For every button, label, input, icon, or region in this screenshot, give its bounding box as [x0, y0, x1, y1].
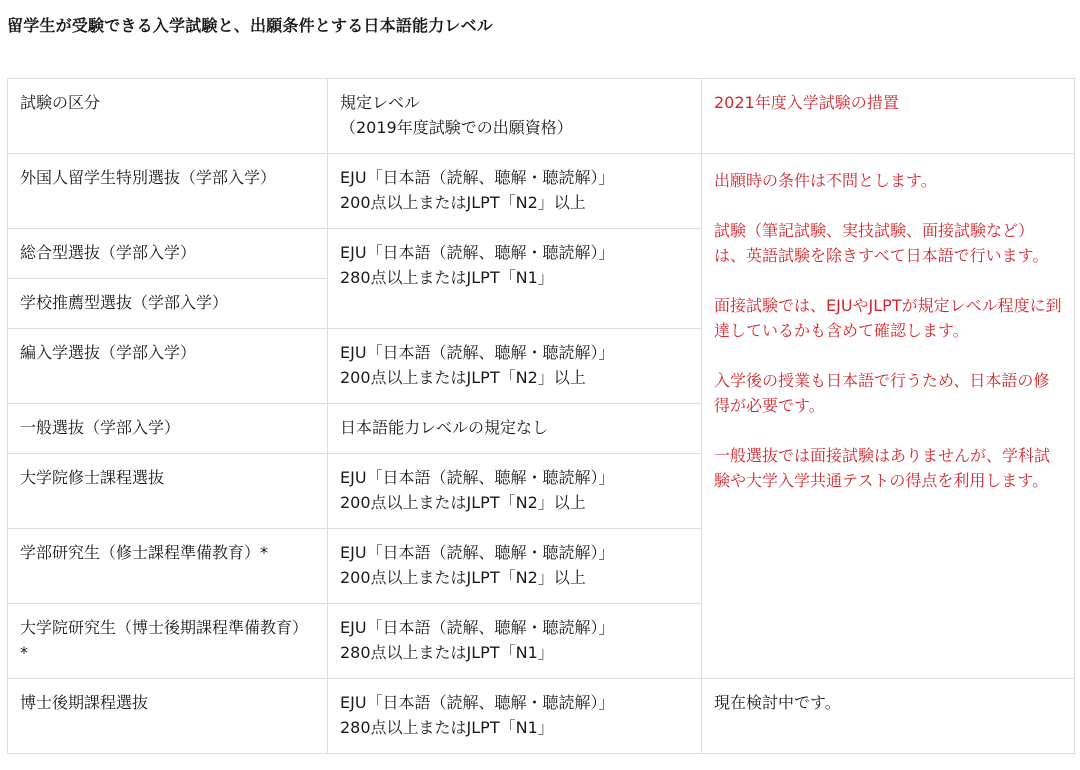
- table-row: [8, 679, 1075, 754]
- header-exam-category: [8, 79, 328, 154]
- level-line1: EJU「日本語（読解、聴解・聴読解）」: [340, 693, 615, 712]
- measure-note-4: 入学後の授業も日本語で行うため、日本語の修得が必要です。: [714, 371, 1050, 415]
- row-category: [8, 454, 328, 529]
- level-line1: EJU「日本語（読解、聴解・聴読解）」: [340, 168, 615, 187]
- category-text: 総合型選抜（学部入学）: [20, 243, 197, 262]
- category-text: 学部研究生（修士課程準備教育）*: [20, 543, 269, 562]
- level-line1: 日本語能力レベルの規定なし: [340, 418, 549, 437]
- level-line2: 200点以上またはJLPT「N2」以上: [340, 368, 586, 387]
- measure-note-1: 出願時の条件は不問とします。: [714, 171, 937, 190]
- measure-note-2: 試験（筆記試験、実技試験、面接試験など）は、英語試験を除きすべて日本語で行います。: [714, 221, 1049, 265]
- category-text: 大学院研究生（博士後期課程準備教育）*: [20, 618, 309, 662]
- row-measure: [702, 679, 1075, 754]
- row-level: [328, 679, 702, 754]
- category-text: 一般選抜（学部入学）: [20, 418, 181, 437]
- exam-table: [7, 78, 1075, 754]
- level-line1: EJU「日本語（読解、聴解・聴読解）」: [340, 618, 615, 637]
- header-required-level: [328, 79, 702, 154]
- row-level: [328, 154, 702, 229]
- header-col2-line1: 規定レベル: [340, 93, 421, 112]
- level-line2: 200点以上またはJLPT「N2」以上: [340, 193, 586, 212]
- level-line1: EJU「日本語（読解、聴解・聴読解）」: [340, 543, 615, 562]
- level-line2: 200点以上またはJLPT「N2」以上: [340, 568, 586, 587]
- page-title: 留学生が受験できる入学試験と、出願条件とする日本語能力レベル: [7, 16, 494, 35]
- level-line2: 280点以上またはJLPT「N1」: [340, 643, 554, 662]
- row-level: [328, 454, 702, 529]
- level-line2: 200点以上またはJLPT「N2」以上: [340, 493, 586, 512]
- header-2021-measures: [702, 79, 1075, 154]
- category-text: 博士後期課程選抜: [20, 693, 149, 712]
- level-line2: 280点以上またはJLPT「N1」: [340, 718, 554, 737]
- row-level: [328, 604, 702, 679]
- level-line1: EJU「日本語（読解、聴解・聴読解）」: [340, 343, 615, 362]
- row-category: [8, 679, 328, 754]
- measures-cell: [702, 154, 1075, 679]
- category-text: 編入学選抜（学部入学）: [20, 343, 197, 362]
- measure-note-5: 一般選抜では面接試験はありませんが、学科試験や大学入学共通テストの得点を利用します。: [714, 446, 1051, 490]
- row-level: [328, 329, 702, 404]
- row-level: [328, 529, 702, 604]
- level-line2: 280点以上またはJLPT「N1」: [340, 268, 554, 287]
- table-row: [8, 154, 1075, 229]
- category-text: 外国人留学生特別選抜（学部入学）: [20, 168, 277, 187]
- category-text: 大学院修士課程選抜: [20, 468, 165, 487]
- table-header-row: [8, 79, 1075, 154]
- level-line1: EJU「日本語（読解、聴解・聴読解）」: [340, 468, 615, 487]
- row-level: [328, 229, 702, 329]
- header-col3-label: 2021年度入学試験の措置: [714, 93, 899, 112]
- measure-text: 現在検討中です。: [714, 693, 841, 712]
- measure-note-3: 面接試験では、EJUやJLPTが規定レベル程度に到達しているかも含めて確認します。: [714, 296, 1062, 340]
- row-category: [8, 529, 328, 604]
- exam-table-container: [7, 78, 1074, 754]
- level-line1: EJU「日本語（読解、聴解・聴読解）」: [340, 243, 615, 262]
- category-text: 学校推薦型選抜（学部入学）: [20, 293, 229, 312]
- row-category: [8, 604, 328, 679]
- row-category: [8, 154, 328, 229]
- header-col1-label: 試験の区分: [20, 93, 101, 112]
- header-col2-line2: （2019年度試験での出願資格）: [340, 118, 573, 137]
- row-category: [8, 229, 328, 279]
- row-level: [328, 404, 702, 454]
- row-category: [8, 279, 328, 329]
- row-category: [8, 329, 328, 404]
- row-category: [8, 404, 328, 454]
